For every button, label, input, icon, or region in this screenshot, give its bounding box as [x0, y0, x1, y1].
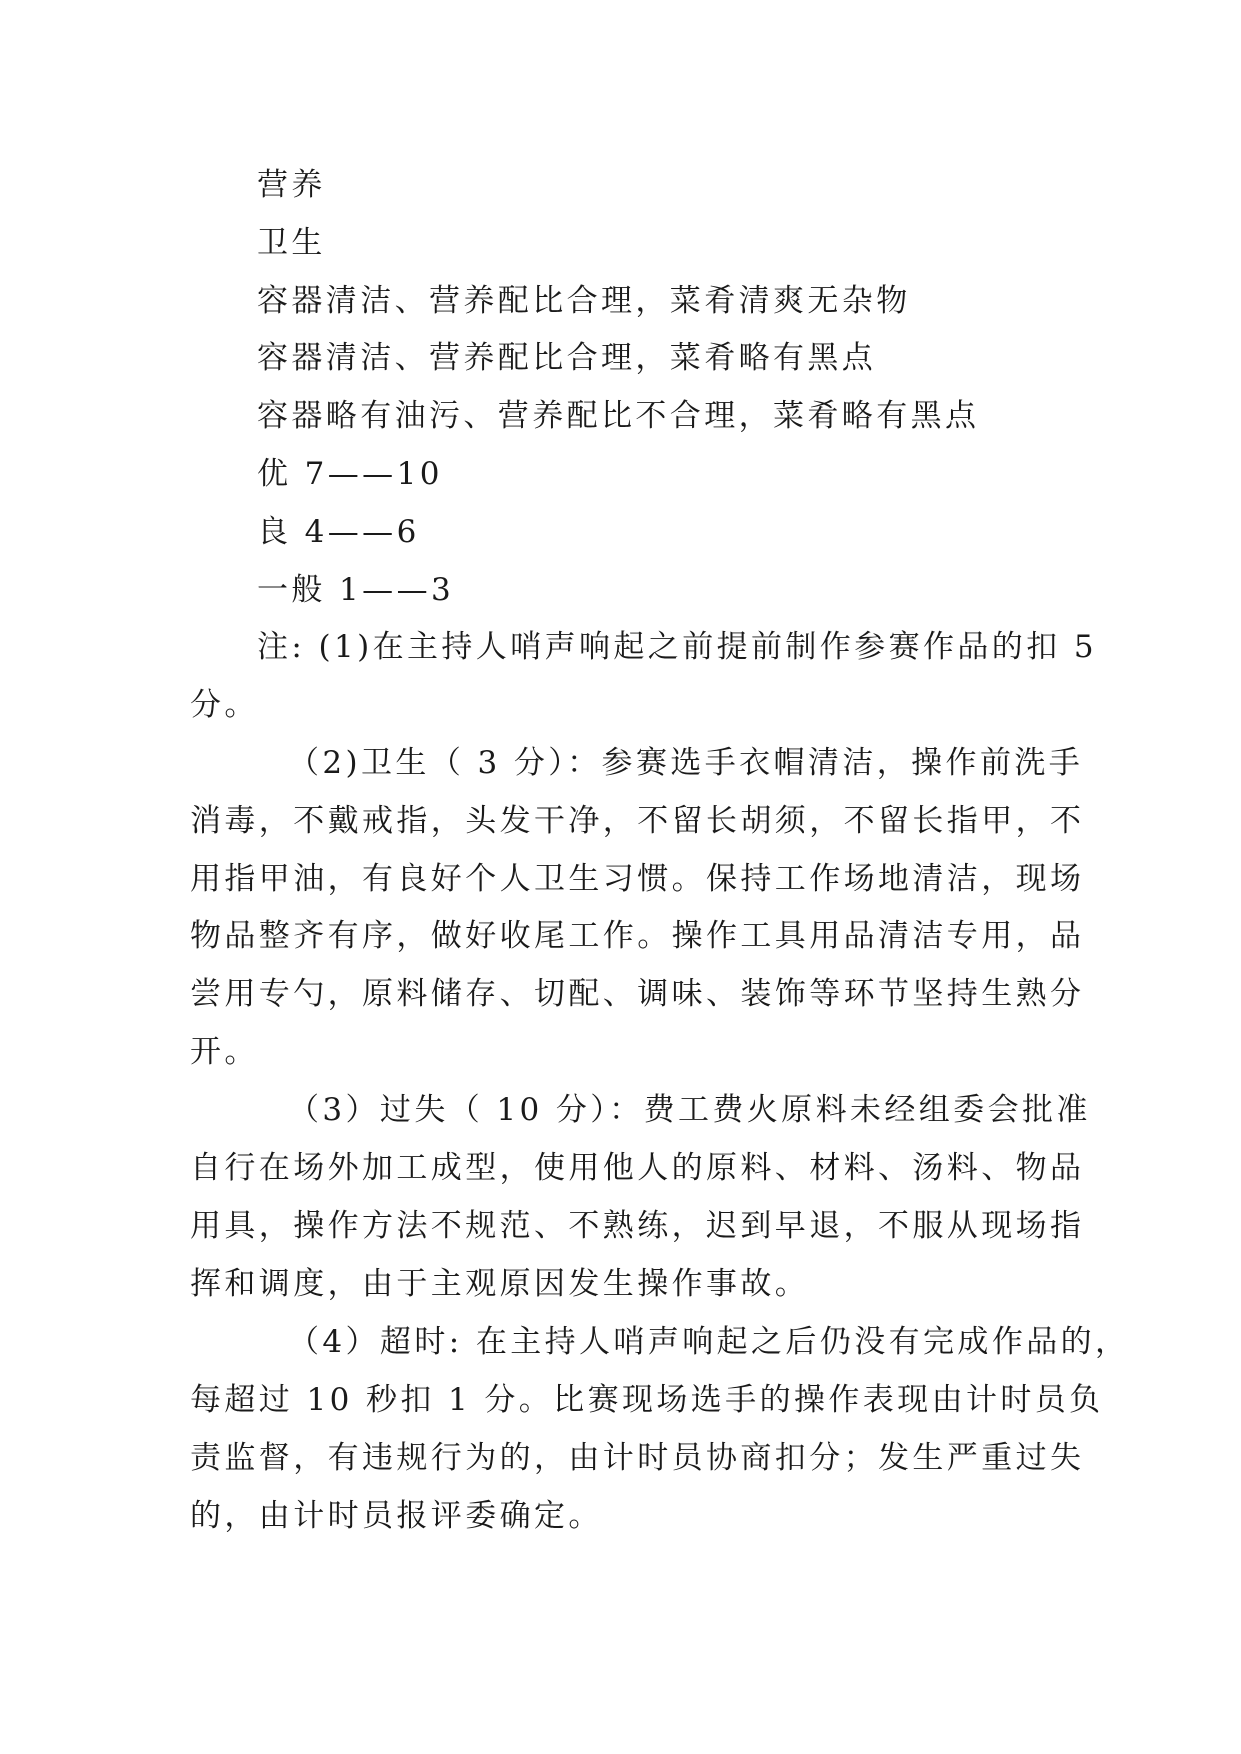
note-4-line-3: 责监督，有违规行为的，由计时员协商扣分；发生严重过失 [190, 1440, 1085, 1476]
rubric-criterion-excellent: 容器清洁、营养配比合理，菜肴清爽无杂物 [257, 283, 911, 319]
rubric-criterion-good: 容器清洁、营养配比合理，菜肴略有黑点 [257, 340, 877, 376]
note-1-line-1: 注: (1)在主持人哨声响起之前提前制作参赛作品的扣 5 [257, 629, 1097, 665]
note-2-line-5: 尝用专勺，原料储存、切配、调味、装饰等环节坚持生熟分 [190, 976, 1085, 1012]
note-3-line-3: 用具，操作方法不规范、不熟练，迟到早退，不服从现场指 [190, 1208, 1085, 1244]
note-4-line-4: 的，由计时员报评委确定。 [190, 1498, 603, 1534]
note-2-line-4: 物品整齐有序，做好收尾工作。操作工具用品清洁专用，品 [190, 918, 1085, 954]
note-2-line-3: 用指甲油，有良好个人卫生习惯。保持工作场地清洁，现场 [190, 861, 1085, 897]
note-2-line-1: （2)卫生（ 3 分）：参赛选手衣帽清洁，操作前洗手 [288, 745, 1084, 781]
rubric-grade-excellent: 优 7——10 [257, 456, 443, 492]
note-2-line-6: 开。 [190, 1034, 259, 1070]
note-4-line-2: 每超过 10 秒扣 1 分。比赛现场选手的操作表现由计时员负 [190, 1382, 1104, 1418]
note-3-line-1: （3）过失（ 10 分）：费工费火原料未经组委会批准 [288, 1092, 1091, 1128]
rubric-heading-nutrition: 营养 [257, 167, 326, 203]
rubric-heading-hygiene: 卫生 [257, 225, 326, 261]
note-4-line-1: （4）超时: 在主持人哨声响起之后仍没有完成作品的， [288, 1324, 1130, 1360]
note-3-line-2: 自行在场外加工成型，使用他人的原料、材料、汤料、物品 [190, 1150, 1085, 1186]
rubric-grade-good: 良 4——6 [257, 514, 420, 550]
note-2-line-2: 消毒，不戴戒指，头发干净，不留长胡须，不留长指甲，不 [190, 803, 1085, 839]
note-1-line-2: 分。 [190, 687, 259, 723]
note-3-line-4: 挥和调度，由于主观原因发生操作事故。 [190, 1266, 810, 1302]
rubric-grade-average: 一般 1——3 [257, 572, 455, 608]
rubric-criterion-average: 容器略有油污、营养配比不合理，菜肴略有黑点 [257, 398, 980, 434]
